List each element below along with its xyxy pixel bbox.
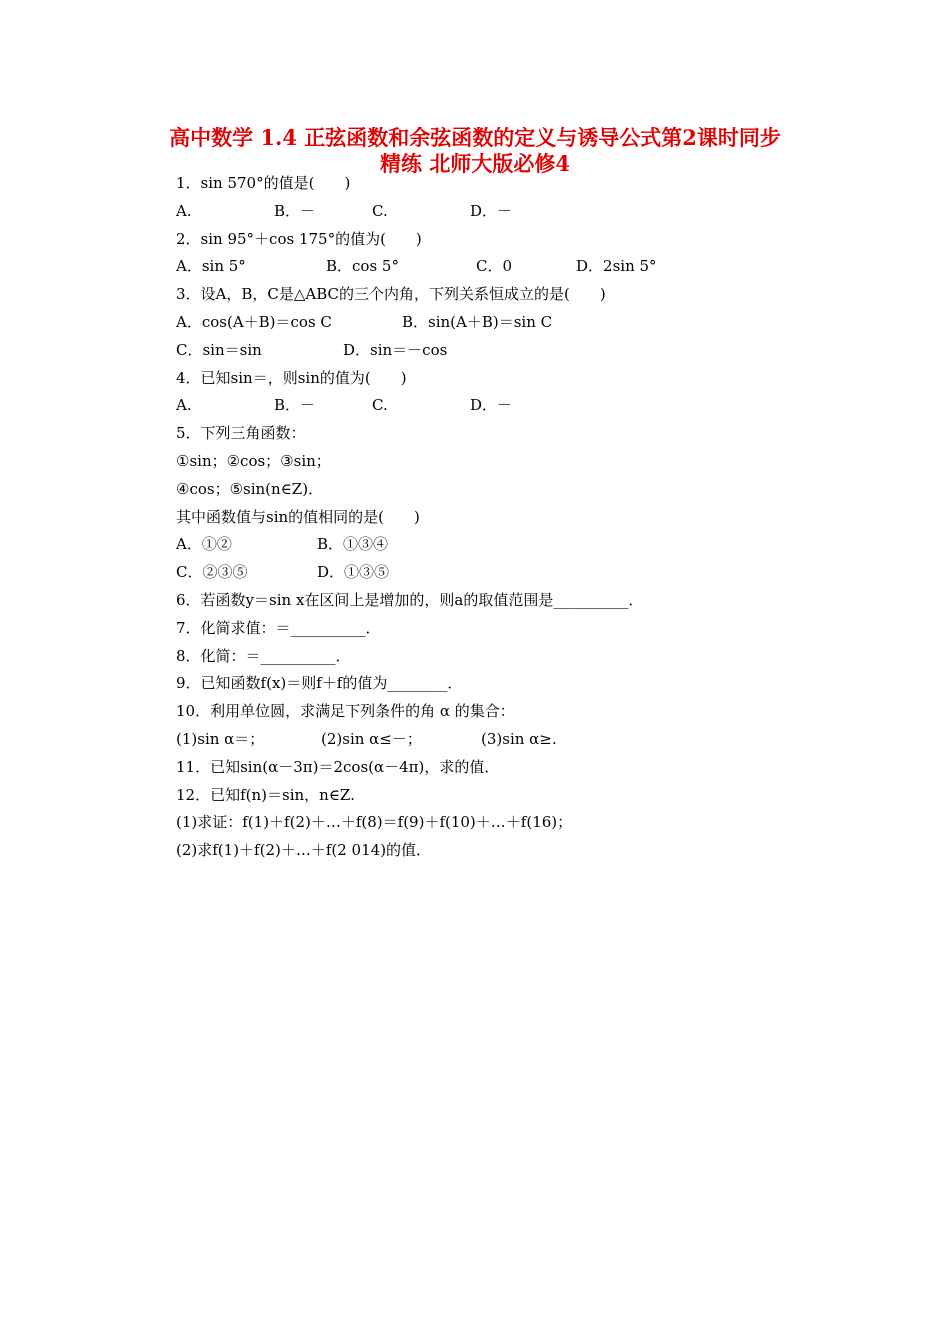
question-10-parts: [176, 726, 916, 754]
question-12-part-2: (2)求f(1)＋f(2)＋…＋f(2 014)的值．: [176, 841, 432, 860]
option-b: B．－: [274, 201, 316, 220]
document-title-line1: 高中数学 1.4 正弦函数和余弦函数的定义与诱导公式第2课时同步: [169, 125, 781, 150]
question-1-options: [176, 198, 916, 226]
question-9: 9．已知函数f(x)＝则f＋f的值为________．: [176, 674, 463, 693]
option-a: A．sin 5°: [176, 257, 246, 276]
document-title-line2: 精练 北师大版必修4: [380, 151, 570, 176]
question-5-question: 其中函数值与sin的值相同的是( ): [176, 507, 420, 526]
question-3-stem: 3．设A，B，C是△ABC的三个内角，下列关系恒成立的是( ): [176, 285, 606, 304]
question-5-options-row2: [176, 559, 916, 587]
option-d: D．2sin 5°: [576, 257, 657, 276]
option-b: B．cos 5°: [326, 257, 399, 276]
option-c: C.: [372, 396, 388, 415]
option-d: D．－: [470, 396, 513, 415]
part-3: (3)sin α≥.: [481, 729, 557, 748]
option-c: C.: [372, 201, 388, 220]
question-10-stem: 10．利用单位圆，求满足下列条件的角 α 的集合：: [176, 702, 515, 721]
option-c: C．0: [476, 257, 513, 276]
question-4-stem: 4．已知sin＝，则sin的值为( ): [176, 368, 407, 387]
question-5-stem: 5．下列三角函数：: [176, 424, 306, 443]
option-b: B．①③④: [317, 535, 389, 554]
option-a: A.: [176, 201, 192, 220]
option-b: B．sin(A＋B)＝sin C: [402, 312, 553, 331]
option-d: D．sin＝－cos: [343, 340, 448, 359]
option-c: C．sin＝sin: [176, 340, 262, 359]
question-8: 8．化简：＝__________．: [176, 646, 351, 665]
question-5-items-2: ④cos；⑤sin(n∈Z)．: [176, 479, 324, 498]
question-5-items-1: ①sin；②cos；③sin；: [176, 451, 331, 470]
part-1: (1)sin α＝；: [176, 729, 265, 748]
question-1-stem: 1．sin 570°的值是( ): [176, 174, 351, 192]
option-c: C．②③⑤: [176, 563, 248, 582]
question-4-options: [176, 392, 916, 420]
question-12-part-1: (1)求证：f(1)＋f(2)＋…＋f(8)＝f(9)＋f(10)＋…＋f(16)；: [176, 813, 573, 832]
question-5-options-row1: [176, 531, 916, 559]
option-a: A．①②: [176, 535, 232, 554]
part-2: (2)sin α≤－；: [321, 729, 422, 748]
question-12-stem: 12．已知f(n)＝sin，n∈Z.: [176, 785, 355, 804]
question-2-options: [176, 253, 916, 281]
option-d: D．－: [470, 201, 513, 220]
question-3-options-row2: [176, 337, 916, 365]
question-2-stem: 2．sin 95°＋cos 175°的值为( ): [176, 229, 422, 248]
question-11: 11．已知sin(α－3π)＝2cos(α－4π)，求的值．: [176, 757, 500, 776]
question-7: 7．化简求值：＝__________．: [176, 618, 381, 637]
question-3-options-row1: [176, 309, 916, 337]
option-d: D．①③⑤: [317, 563, 390, 582]
exercise-list: [176, 170, 916, 865]
option-b: B．－: [274, 396, 316, 415]
option-a: A.: [176, 396, 192, 415]
option-a: A．cos(A＋B)＝cos C: [176, 312, 332, 331]
question-6: 6．若函数y＝sin x在区间上是增加的，则a的取值范围是__________．: [176, 590, 644, 609]
